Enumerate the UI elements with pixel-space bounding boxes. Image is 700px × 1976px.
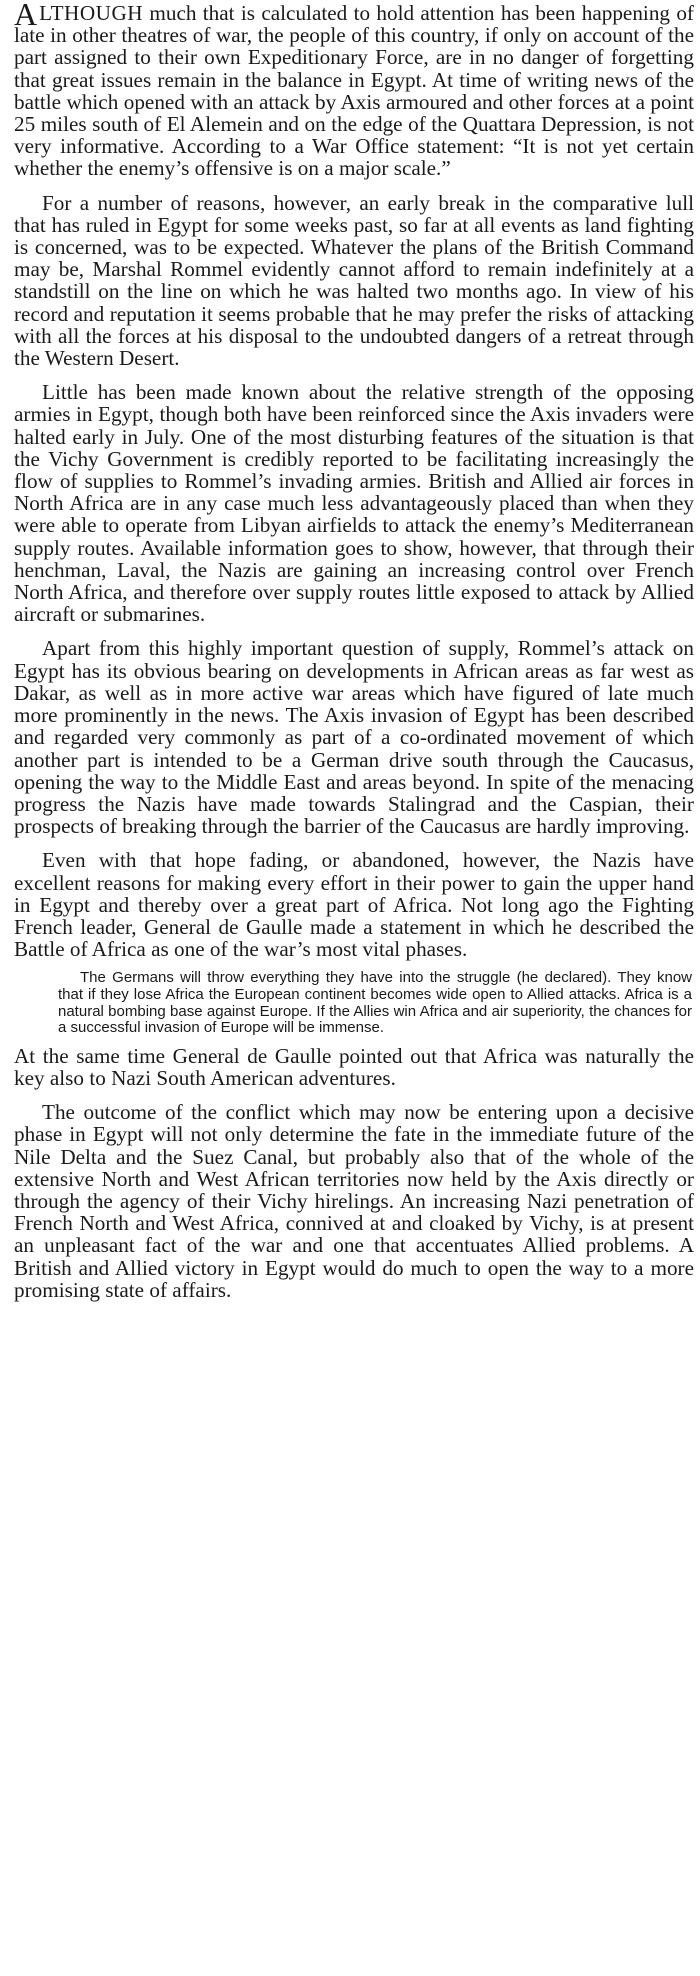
paragraph-7: The outcome of the conflict which may now be entering upon a decisive phase in Egypt will not only determine the fate in the immediate future of the Nile Delta and the Suez Canal, but probably also that of the whole of the extensive North and West African territories now held by the Axis directly or through the agency of their Vichy hirelings. An increasing Nazi penetration of French North and West Africa, connived at and cloaked by Vichy, is at present an unpleasant fact of the war and one that accentuates Allied problems. A British and Allied victory in Egypt would do much to open the way to a more promising state of affairs. <box>14 1100 694 1302</box>
paragraph-1-text: much that is calculated to hold attention has been happening of late in other theatres of war, the people of this country, if only on account of the part assigned to their own Expeditionary Force, are in no danger of forgetting that great issues remain in the balance in Egypt. At time of writing news of the battle which opened with an attack by Axis armoured and other forces at a point 25 miles south of El Alemein and on the edge of the Quattara Depression, is not very informative. According to a War Office statement: “It is not yet certain whether the enemy’s offensive is on a major scale.” <box>14 1 694 181</box>
paragraph-3: Little has been made known about the relative strength of the opposing armies in Egypt, though both have been reinforced since the Axis invaders were halted early in July. One of the most disturbing features of the situation is that the Vichy Government is credibly reported to be facilitating increasingly the flow of supplies to Rommel’s invading armies. British and Allied air forces in North Africa are in any case much less advantageously placed than when they were able to operate from Libyan airfields to attack the enemy’s Mediterranean supply routes. Available information goes to show, however, that through their henchman, Laval, the Nazis are gaining an increasing control over French North Africa, and therefore over supply routes little exposed to attack by Allied aircraft or submarines. <box>14 380 694 627</box>
article-column <box>14 2 694 1313</box>
lead-word: LTHOUGH <box>39 1 144 25</box>
block-quote: The Germans will throw everything they have into the struggle (he declared). They know that if they lose Africa the European continent becomes wide open to Allied attacks. Africa is a natural bombing base against Europe. If the Allies win Africa and air superiority, the chances for a successful invasion of Europe will be immense. <box>58 969 692 1037</box>
paragraph-1 <box>14 2 694 180</box>
paragraph-4: Apart from this highly important question of supply, Rommel’s attack on Egypt has its obvious bearing on developments in African areas as far west as Dakar, as well as in more active war areas which have figured of late much more prominently in the news. The Axis invasion of Egypt has been described and regarded very commonly as part of a co-ordinated movement of which another part is intended to be a German drive south through the Caucasus, opening the way to the Middle East and areas beyond. In spite of the menacing progress the Nazis have made towards Stalingrad and the Caspian, their prospects of breaking through the barrier of the Caucasus are hardly improving. <box>14 636 694 839</box>
paragraph-2: For a number of reasons, however, an early break in the comparative lull that has ruled in Egypt for some weeks past, so far at all events as land fighting is concerned, was to be expected. Whatever the plans of the British Command may be, Marshal Rommel evidently cannot afford to remain indefinitely at a standstill on the line on which he was halted two months ago. In view of his record and reputation it seems probable that he may prefer the risks of attacking with all the forces at his disposal to the undoubted dangers of a retreat through the Western Desert. <box>14 190 694 371</box>
drop-cap: A <box>14 0 38 32</box>
paragraph-5: Even with that hope fading, or abandoned, however, the Nazis have excellent reasons for making every effort in their power to gain the upper hand in Egypt and thereby over a great part of Africa. Not long ago the Fighting French leader, General de Gaulle made a statement in which he described the Battle of Africa as one of the war’s most vital phases. <box>14 848 694 962</box>
paragraph-6: At the same time General de Gaulle pointed out that Africa was naturally the key also to Nazi South American adventures. <box>14 1043 694 1090</box>
